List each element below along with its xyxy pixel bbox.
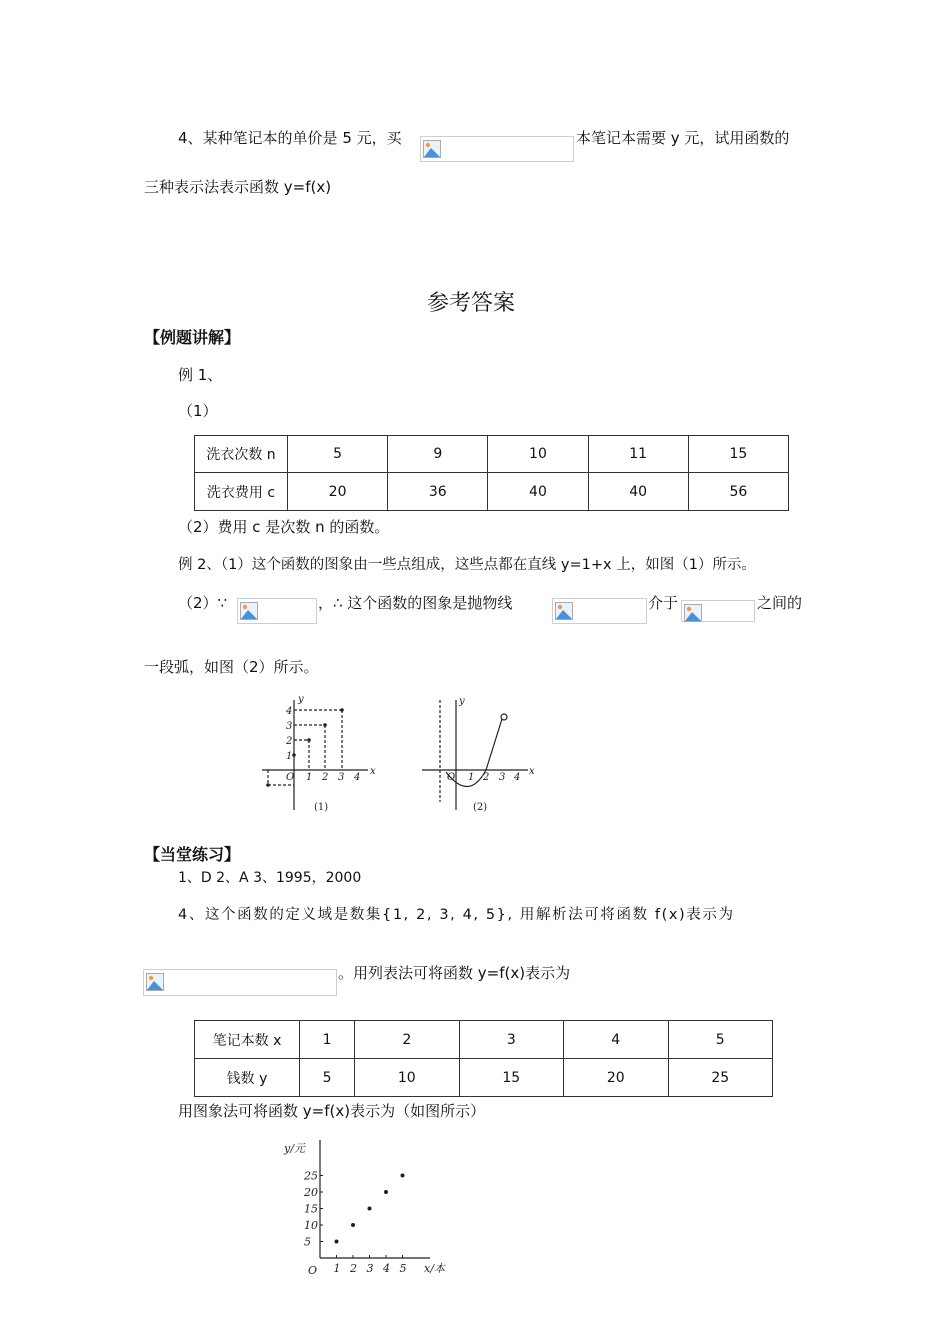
- table-cell: 1: [300, 1021, 355, 1059]
- notebook-table: [194, 1020, 773, 1097]
- tick-label: 1: [333, 1262, 341, 1275]
- table-row-header: 洗衣费用 c: [195, 473, 288, 511]
- tick-label: 2: [350, 1262, 357, 1275]
- table-cell: 2: [355, 1021, 459, 1059]
- tick-label: 2: [286, 736, 293, 747]
- question4-text: 4、某种笔记本的单价是 5 元，买: [178, 129, 402, 147]
- table-cell: 9: [388, 436, 488, 473]
- broken-image-icon: [240, 602, 258, 620]
- scatter-point: [368, 1207, 372, 1211]
- page-title: 参考答案: [427, 291, 516, 316]
- axis-label-x: x: [529, 766, 535, 777]
- tick-label: 4: [354, 772, 361, 783]
- table-row-header: 洗衣次数 n: [195, 436, 288, 473]
- broken-image-icon: [423, 140, 441, 158]
- tick-label: 4: [514, 772, 521, 783]
- table-cell: 15: [688, 436, 788, 473]
- table-cell: 20: [288, 473, 388, 511]
- tick-label: 2: [483, 772, 490, 783]
- image-placeholder: [552, 598, 647, 624]
- tick-label: 5: [399, 1262, 407, 1275]
- table-cell: 4: [564, 1021, 668, 1059]
- table-cell: 11: [588, 436, 688, 473]
- broken-image-icon: [146, 973, 164, 991]
- practice-answers: 1、D 2、A 3、1995，2000: [178, 870, 362, 886]
- origin-label: O: [308, 1264, 318, 1277]
- image-placeholder: [681, 600, 755, 622]
- axis-label-y: y: [298, 694, 304, 705]
- tick-label: 4: [286, 706, 293, 717]
- broken-image-icon: [555, 602, 573, 620]
- image-placeholder: [420, 136, 574, 162]
- image-placeholder: [143, 969, 337, 996]
- data-point: [340, 708, 344, 712]
- practice-graph-line: 用图象法可将函数 y=f(x)表示为（如图所示）: [178, 1102, 486, 1120]
- practice-q4-line2: 。用列表法可将函数 y=f(x)表示为: [338, 964, 571, 982]
- laundry-table: [194, 435, 789, 511]
- example1-part1-label: （1）: [178, 402, 218, 420]
- section-heading-examples: 【例题讲解】: [144, 328, 241, 347]
- question4-line2: 三种表示法表示函数 y=f(x): [144, 178, 332, 196]
- example2-part2-mid: ，∴ 这个函数的图象是抛物线: [318, 594, 513, 612]
- table-row-header: 笔记本数 x: [195, 1021, 300, 1059]
- example2-line3: 一段弧，如图（2）所示。: [144, 658, 319, 676]
- tick-label: 3: [286, 721, 293, 732]
- example2-line1: 例 2、（1）这个函数的图象由一些点组成，这些点都在直线 y=1+x 上，如图（1）所示。: [178, 557, 756, 573]
- example1-part2: （2）费用 c 是次数 n 的函数。: [178, 518, 390, 536]
- practice-q4-line1: 4、这个函数的定义域是数集{1, 2, 3, 4, 5}, 用解析法可将函数 f(x)表示为: [178, 907, 735, 923]
- figure-1-graph: [258, 692, 378, 816]
- axis-label-y: y: [459, 696, 465, 707]
- example1-label: 例 1、: [178, 366, 223, 384]
- tick-label: 4: [383, 1262, 390, 1275]
- tick-label: 3: [366, 1262, 374, 1275]
- table-cell: 25: [668, 1059, 773, 1097]
- origin-label: O: [447, 772, 456, 783]
- figure-caption: (2): [473, 802, 488, 813]
- tick-label: 5: [304, 1235, 311, 1249]
- table-cell: 3: [459, 1021, 563, 1059]
- axis-label-x: x/本: [424, 1262, 445, 1275]
- table-cell: 10: [488, 436, 588, 473]
- tick-label: 20: [304, 1186, 318, 1199]
- table-cell: 40: [588, 473, 688, 511]
- example2-part2-between: 介于: [648, 594, 679, 612]
- table-cell: 5: [300, 1059, 355, 1097]
- table-cell: 36: [388, 473, 488, 511]
- tick-label: 1: [468, 772, 475, 783]
- table-cell: 15: [459, 1059, 563, 1097]
- table-cell: 10: [355, 1059, 459, 1097]
- scatter-point: [335, 1240, 339, 1244]
- tick-label: 1: [306, 772, 313, 783]
- table-cell: 20: [564, 1059, 668, 1097]
- scatter-point: [384, 1190, 388, 1194]
- example2-part2-end: 之间的: [757, 594, 803, 612]
- image-placeholder: [237, 598, 317, 624]
- question4-text-continued: 本笔记本需要 y 元，试用函数的: [576, 129, 790, 147]
- tick-label: 3: [499, 772, 506, 783]
- tick-label: 3: [338, 772, 345, 783]
- example2-part2-start: （2）∵: [178, 594, 228, 612]
- origin-label: O: [286, 772, 295, 783]
- tick-label: 1: [286, 751, 293, 762]
- data-point: [266, 783, 270, 787]
- table-cell: 56: [688, 473, 788, 511]
- tick-label: 25: [304, 1169, 318, 1183]
- data-point: [292, 753, 296, 757]
- tick-label: 15: [304, 1202, 318, 1216]
- table-cell: 5: [288, 436, 388, 473]
- tick-label: 2: [322, 772, 329, 783]
- data-point: [307, 738, 311, 742]
- table-cell: 40: [488, 473, 588, 511]
- broken-image-icon: [684, 604, 702, 622]
- table-cell: 5: [668, 1021, 773, 1059]
- section-heading-practice: 【当堂练习】: [144, 845, 241, 864]
- tick-label: 10: [304, 1219, 318, 1232]
- table-row-header: 钱数 y: [195, 1059, 300, 1097]
- scatter-point: [351, 1223, 355, 1227]
- axis-label-x: x: [370, 766, 376, 777]
- axis-label-y: y/元: [284, 1142, 305, 1155]
- notebook-cost-scatter: [280, 1132, 465, 1282]
- figure-2-graph: [418, 692, 538, 816]
- scatter-point: [401, 1174, 405, 1178]
- data-point: [323, 723, 327, 727]
- figure-caption: (1): [314, 802, 329, 813]
